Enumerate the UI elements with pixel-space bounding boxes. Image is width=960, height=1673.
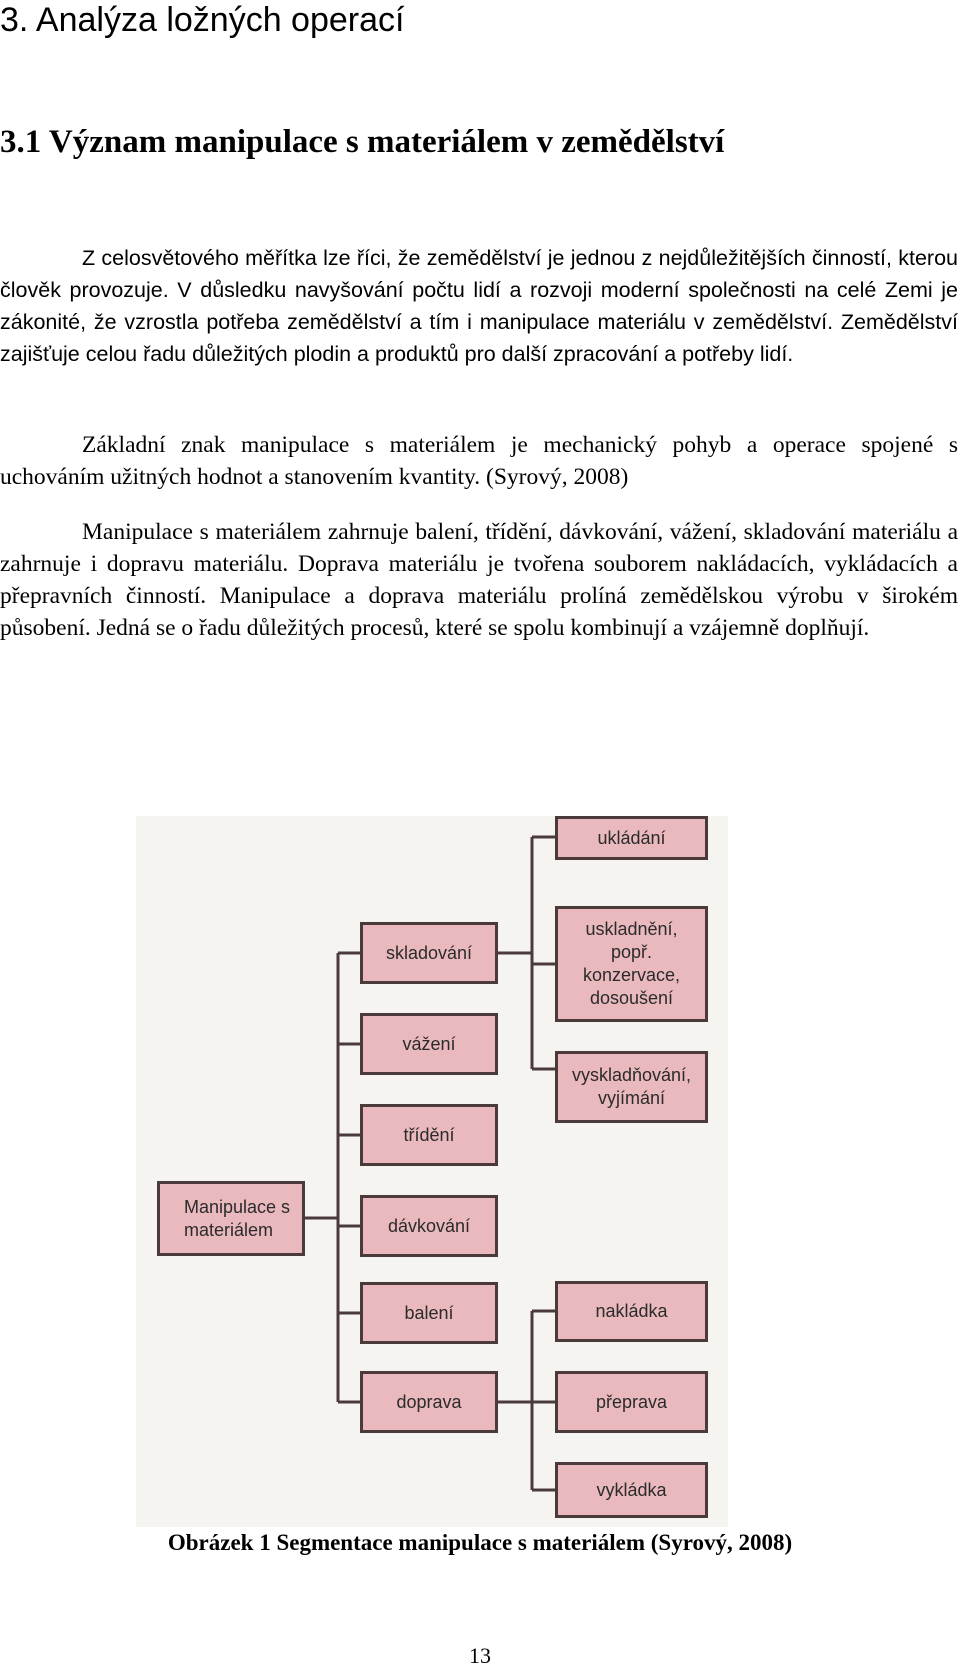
box-root: Manipulace s materiálem bbox=[157, 1181, 305, 1256]
box-nakladka: nakládka bbox=[555, 1281, 708, 1342]
paragraph-2: Základní znak manipulace s materiálem je mechanický pohyb a operace spojené s uchováním užitných hodnot a stanovením kvantity. (Syrový, 2008) bbox=[0, 432, 958, 490]
box-preprava: přeprava bbox=[555, 1371, 708, 1433]
box-doprava: doprava bbox=[360, 1371, 498, 1433]
chapter-heading: 3. Analýza ložných operací bbox=[0, 1, 405, 39]
box-ukladani: ukládání bbox=[555, 816, 708, 860]
box-vazeni: vážení bbox=[360, 1013, 498, 1075]
figure-caption: Obrázek 1 Segmentace manipulace s materiálem (Syrový, 2008) bbox=[167, 1530, 793, 1555]
box-skladovani: skladování bbox=[360, 922, 498, 984]
section-heading: 3.1 Význam manipulace s materiálem v zemědělství bbox=[0, 124, 725, 160]
paragraph-1: Z celosvětového měřítka lze říci, že zemědělství je jednou z nejdůležitějších činností, kterou člověk provozuje. V důsledku navyšování počtu lidí a rozvoji moderní společnosti na celé Zemi je zákonité, že vzrostla potřeba zemědělství a tím i manipulace materiálu v zemědělství. Zemědělství zajišťuje celou řadu důležitých plodin a produktů pro další zpracování a potřeby lidí. bbox=[0, 246, 958, 366]
box-uskladneni: uskladnění, popř. konzervace, dosoušení bbox=[555, 906, 708, 1022]
box-vykladka: vykládka bbox=[555, 1462, 708, 1518]
paragraph-3: Manipulace s materiálem zahrnuje balení, třídění, dávkování, vážení, skladování materiálu a zahrnuje i dopravu materiálu. Doprava materiálu je tvořena souborem nakládacích, vykládacích a přepravních činností. Manipulace a doprava materiálu prolíná zemědělskou výrobu v širokém působení. Jedná se o řadu důležitých procesů, které se spolu kombinují a vzájemně doplňují. bbox=[0, 519, 958, 641]
box-baleni: balení bbox=[360, 1282, 498, 1344]
box-vyskladnovani: vyskladňování, vyjímání bbox=[555, 1051, 708, 1123]
page-number: 13 bbox=[469, 1643, 491, 1668]
box-davkovani: dávkování bbox=[360, 1195, 498, 1257]
box-trideni: třídění bbox=[360, 1104, 498, 1166]
